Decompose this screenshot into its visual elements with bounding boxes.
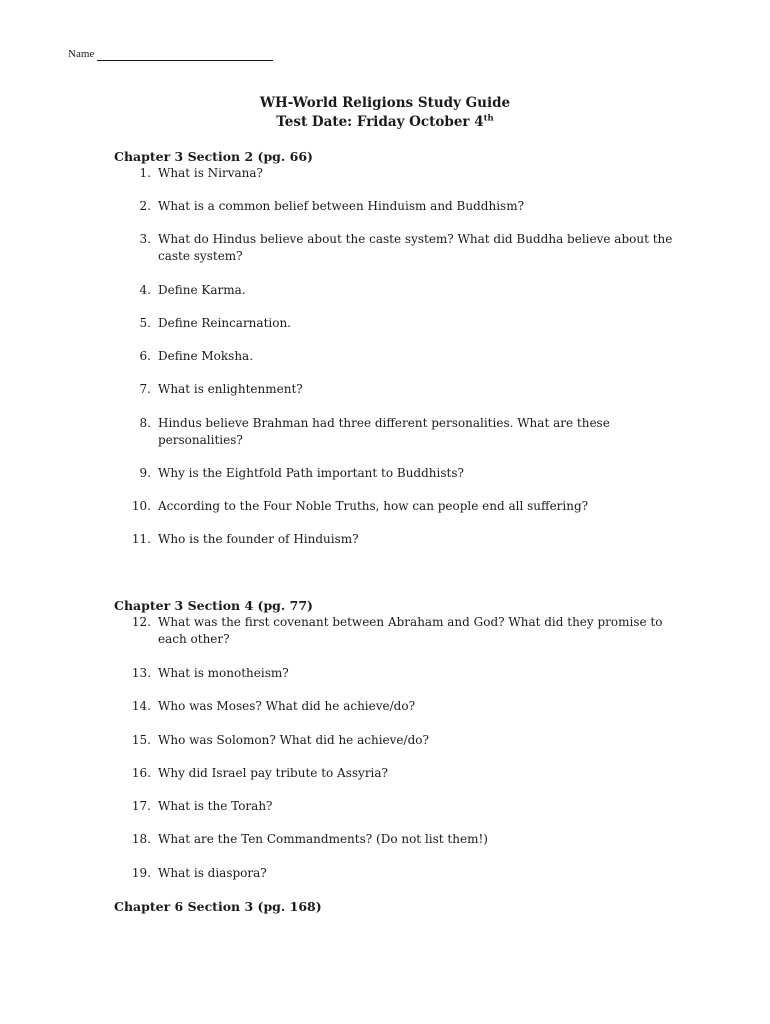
question-number: 3.	[139, 232, 151, 246]
question-item	[114, 498, 674, 515]
question-item	[114, 732, 674, 749]
question-text: Define Karma.	[158, 283, 246, 297]
question-text: What is monotheism?	[158, 666, 289, 680]
section-heading-ch3-s2: Chapter 3 Section 2 (pg. 66)	[114, 149, 313, 164]
question-item	[114, 831, 674, 848]
question-text: Define Reincarnation.	[158, 316, 291, 330]
question-number: 6.	[139, 349, 151, 363]
question-text: Why did Israel pay tribute to Assyria?	[158, 766, 388, 780]
question-item	[114, 798, 674, 815]
question-item	[114, 198, 674, 215]
question-text: What are the Ten Commandments? (Do not list them!)	[158, 832, 488, 846]
question-number: 4.	[139, 283, 151, 297]
question-item	[114, 165, 674, 182]
question-text: According to the Four Noble Truths, how can people end all suffering?	[158, 499, 589, 513]
question-item	[114, 614, 674, 648]
question-item	[114, 348, 674, 365]
page-title: WH-World Religions Study Guide	[259, 95, 511, 111]
name-label: Name	[68, 48, 95, 60]
question-item	[114, 231, 674, 265]
question-text: What is the Torah?	[158, 799, 273, 813]
test-date	[0, 113, 770, 131]
question-number: 7.	[139, 382, 151, 396]
question-text: Who is the founder of Hinduism?	[158, 532, 359, 546]
question-text: What is Nirvana?	[158, 166, 263, 180]
question-item	[114, 381, 674, 398]
question-item	[114, 665, 674, 682]
question-number: 15.	[131, 733, 151, 747]
question-item	[114, 531, 674, 548]
question-item	[114, 282, 674, 299]
name-field	[68, 47, 273, 61]
question-number: 5.	[139, 316, 151, 330]
question-item	[114, 415, 674, 449]
question-text: What do Hindus believe about the caste system? What did Buddha believe about the caste system?	[158, 232, 673, 263]
question-number: 17.	[131, 799, 151, 813]
test-date-suffix: th	[483, 113, 494, 124]
question-number: 19.	[131, 866, 151, 880]
name-blank-line	[97, 49, 273, 61]
question-text: Who was Moses? What did he achieve/do?	[158, 699, 415, 713]
question-number: 13.	[131, 666, 151, 680]
question-number: 14.	[131, 699, 151, 713]
question-item	[114, 315, 674, 332]
question-number: 2.	[139, 199, 151, 213]
question-item	[114, 765, 674, 782]
question-number: 12.	[131, 615, 151, 629]
section-heading-ch6-s3: Chapter 6 Section 3 (pg. 168)	[114, 899, 322, 914]
test-date-text: Test Date: Friday October 4	[276, 114, 484, 130]
question-text: Hindus believe Brahman had three different personalities. What are these personalities?	[158, 416, 610, 447]
question-item	[114, 698, 674, 715]
question-number: 16.	[131, 766, 151, 780]
question-item	[114, 865, 674, 882]
question-number: 10.	[131, 499, 151, 513]
question-text: What is diaspora?	[158, 866, 267, 880]
question-number: 8.	[139, 416, 151, 430]
question-text: Who was Solomon? What did he achieve/do?	[158, 733, 429, 747]
question-number: 11.	[131, 532, 151, 546]
section-heading-ch3-s4: Chapter 3 Section 4 (pg. 77)	[114, 598, 313, 613]
question-number: 1.	[139, 166, 151, 180]
question-item	[114, 465, 674, 482]
question-text: What was the first covenant between Abraham and God? What did they promise to each other?	[158, 615, 663, 646]
question-text: Define Moksha.	[158, 349, 254, 363]
question-text: Why is the Eightfold Path important to Buddhists?	[158, 466, 464, 480]
question-text: What is a common belief between Hinduism and Buddhism?	[158, 199, 524, 213]
question-number: 18.	[131, 832, 151, 846]
question-text: What is enlightenment?	[158, 382, 303, 396]
question-number: 9.	[139, 466, 151, 480]
